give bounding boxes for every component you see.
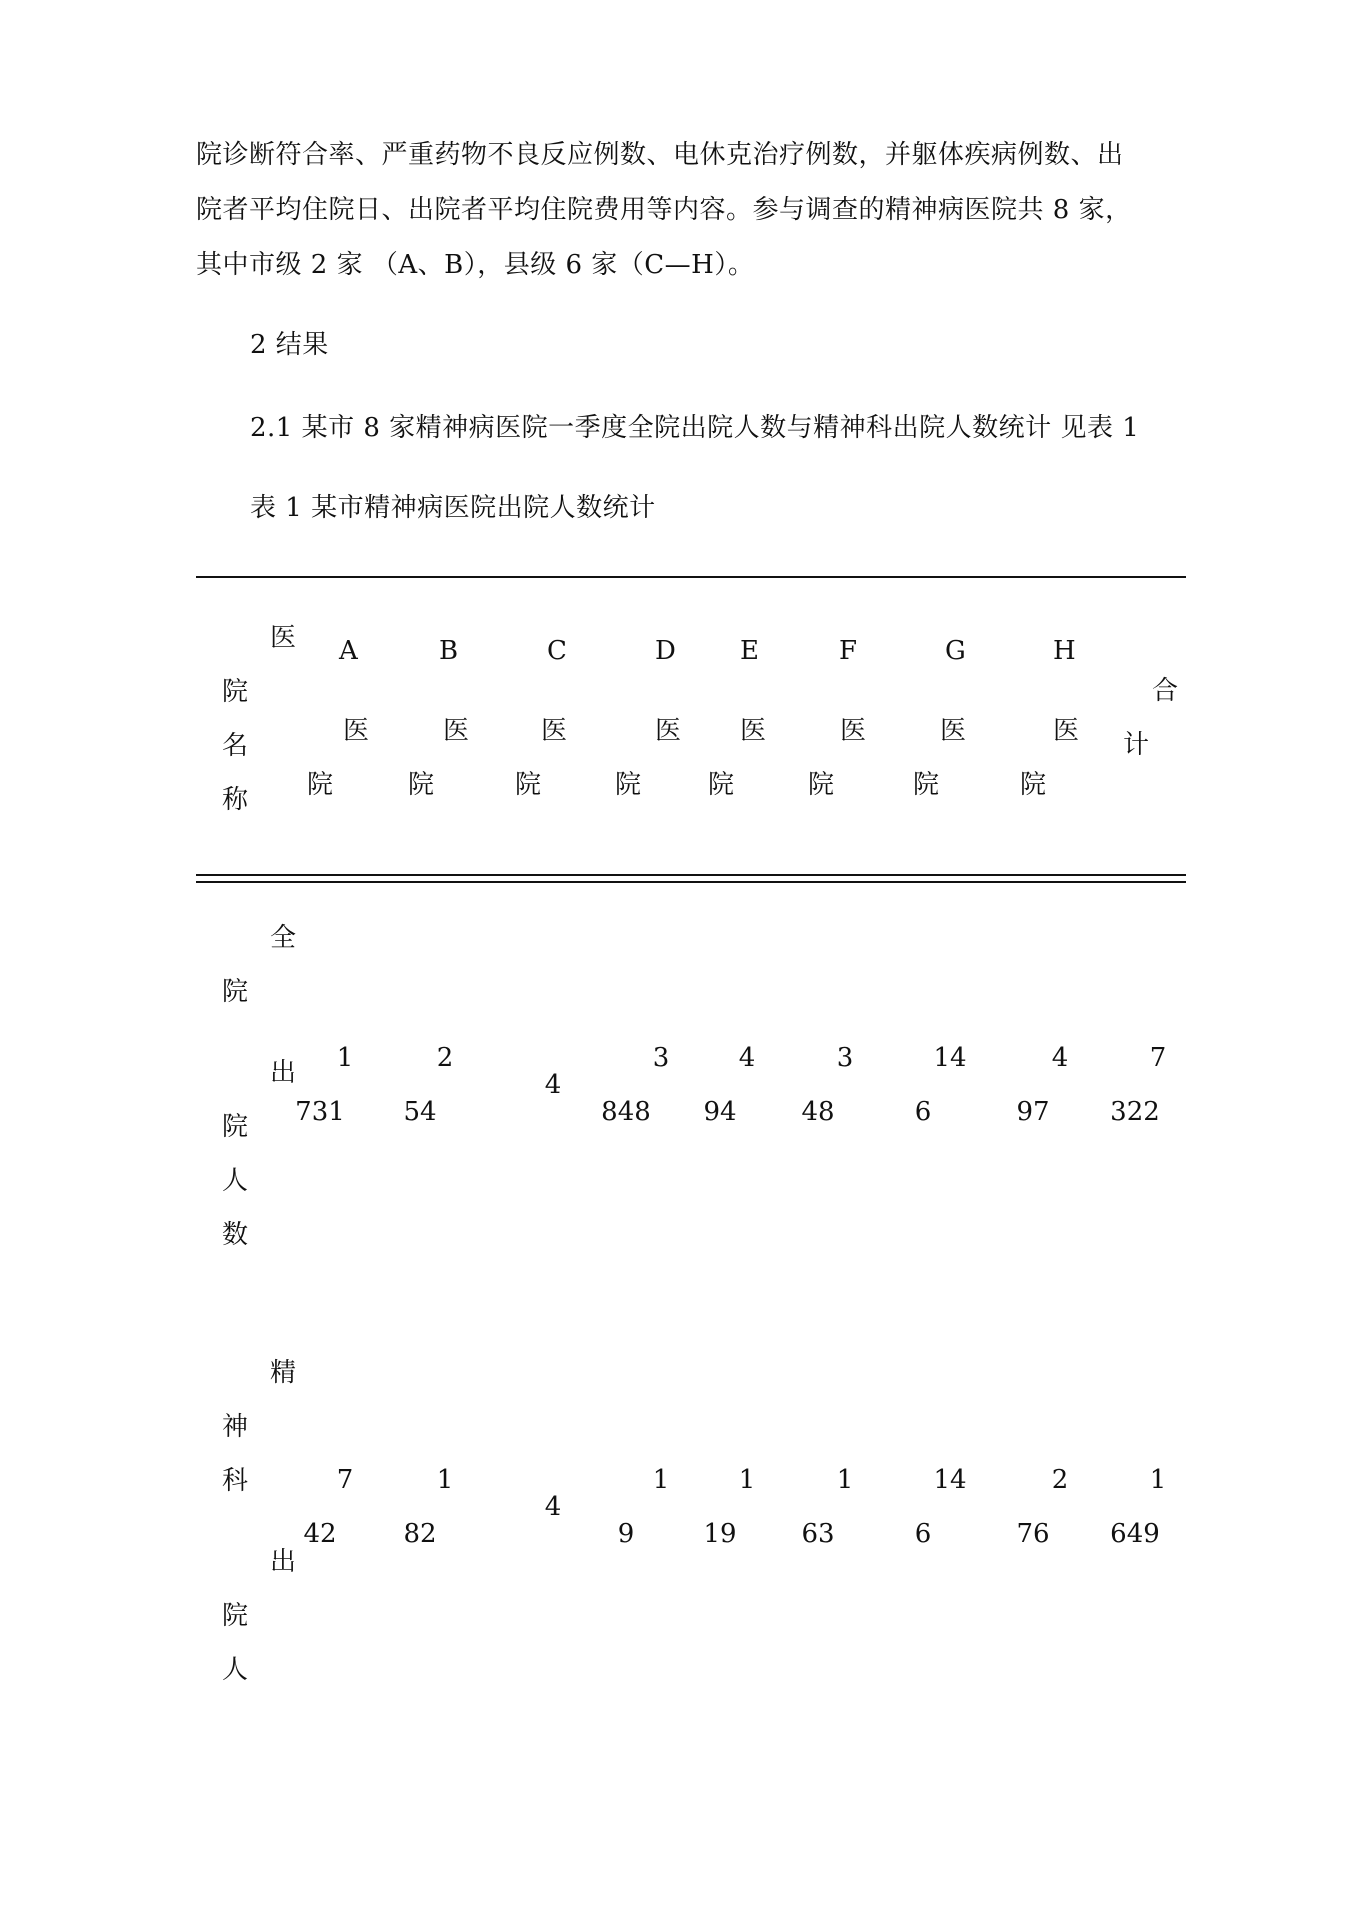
header-name-char: 医 [270,623,297,653]
row-2-value-bottom: 649 [1110,1519,1160,1549]
row-1-value-top: 4 [544,1070,562,1100]
row-1-value-top: 3 [836,1043,854,1073]
table-header-rule-1 [196,874,1186,876]
row-label-char: 神 [222,1412,249,1442]
header-hospital-g-yi: 医 [940,716,967,746]
row-label-char: 全 [270,923,297,953]
header-hospital-d-letter: D [655,636,676,666]
row-label-char: 人 [222,1166,249,1196]
header-total-char: 合 [1152,676,1179,706]
row-label-char: 院 [222,977,249,1007]
row-label-char: 数 [222,1220,249,1250]
header-name-char: 名 [222,731,249,761]
row-1-value-bottom: 54 [403,1097,437,1127]
row-2-value-top: 4 [544,1492,562,1522]
row-2-value-top: 1 [1149,1465,1167,1495]
row-label-char: 科 [222,1466,249,1496]
row-2-value-top: 14 [933,1465,967,1495]
row-1-value-top: 4 [1051,1043,1069,1073]
section-heading: 2 结果 [250,330,329,360]
row-label-char: 出 [270,1547,297,1577]
table-header-rule-2 [196,881,1186,883]
row-2-value-bottom: 63 [801,1519,835,1549]
row-2-value-bottom: 42 [303,1519,337,1549]
row-1-value-bottom: 6 [914,1097,932,1127]
intro-line-1: 院诊断符合率、严重药物不良反应例数、电休克治疗例数，并躯体疾病例数、出 [196,140,1124,170]
row-1-value-top: 1 [336,1043,354,1073]
header-hospital-e-letter: E [740,636,759,666]
header-name-char: 称 [222,785,249,815]
header-hospital-b-letter: B [439,636,459,666]
row-2-value-bottom: 19 [703,1519,737,1549]
header-hospital-e-yi: 医 [740,716,767,746]
header-hospital-h-yuan: 院 [1020,770,1047,800]
header-hospital-b-yi: 医 [443,716,470,746]
row-label-char: 人 [222,1655,249,1685]
row-label-char: 院 [222,1601,249,1631]
table-caption: 表 1 某市精神病医院出院人数统计 [250,493,656,523]
row-2-value-top: 1 [836,1465,854,1495]
row-2-value-top: 1 [652,1465,670,1495]
header-hospital-g-letter: G [945,636,966,666]
row-1-value-top: 7 [1149,1043,1167,1073]
row-1-value-top: 3 [652,1043,670,1073]
table-top-rule [196,576,1186,578]
row-2-value-top: 1 [738,1465,756,1495]
row-1-value-bottom: 322 [1110,1097,1160,1127]
row-2-value-bottom: 76 [1016,1519,1050,1549]
row-label-char: 出 [270,1058,297,1088]
row-2-value-bottom: 82 [403,1519,437,1549]
row-2-value-bottom: 9 [617,1519,635,1549]
header-hospital-c-letter: C [547,636,567,666]
header-hospital-f-yi: 医 [840,716,867,746]
header-hospital-c-yuan: 院 [515,770,542,800]
header-total-char: 计 [1123,730,1150,760]
row-2-value-top: 2 [1051,1465,1069,1495]
header-hospital-d-yuan: 院 [615,770,642,800]
row-1-value-bottom: 94 [703,1097,737,1127]
row-1-value-top: 4 [738,1043,756,1073]
header-hospital-d-yi: 医 [655,716,682,746]
row-label-char: 院 [222,1112,249,1142]
header-hospital-h-letter: H [1053,636,1076,666]
header-hospital-g-yuan: 院 [913,770,940,800]
header-hospital-b-yuan: 院 [408,770,435,800]
header-hospital-h-yi: 医 [1053,716,1080,746]
section-subheading: 2.1 某市 8 家精神病医院一季度全院出院人数与精神科出院人数统计 见表 1 [250,413,1140,443]
row-1-value-bottom: 48 [801,1097,835,1127]
row-2-value-top: 1 [436,1465,454,1495]
row-2-value-bottom: 6 [914,1519,932,1549]
header-hospital-a-yi: 医 [343,716,370,746]
header-hospital-f-letter: F [839,636,858,666]
intro-line-2: 院者平均住院日、出院者平均住院费用等内容。参与调查的精神病医院共 8 家， [196,195,1132,225]
row-1-value-bottom: 731 [295,1097,345,1127]
row-1-value-top: 14 [933,1043,967,1073]
row-1-value-bottom: 848 [601,1097,651,1127]
row-label-char: 精 [270,1358,297,1388]
row-2-value-top: 7 [336,1465,354,1495]
header-name-char: 院 [222,677,249,707]
header-hospital-a-yuan: 院 [307,770,334,800]
header-hospital-a-letter: A [339,636,358,666]
header-hospital-e-yuan: 院 [708,770,735,800]
row-1-value-top: 2 [436,1043,454,1073]
header-hospital-c-yi: 医 [541,716,568,746]
row-1-value-bottom: 97 [1016,1097,1050,1127]
header-hospital-f-yuan: 院 [808,770,835,800]
intro-line-3: 其中市级 2 家 （A、B），县级 6 家（C—H）。 [196,250,755,280]
